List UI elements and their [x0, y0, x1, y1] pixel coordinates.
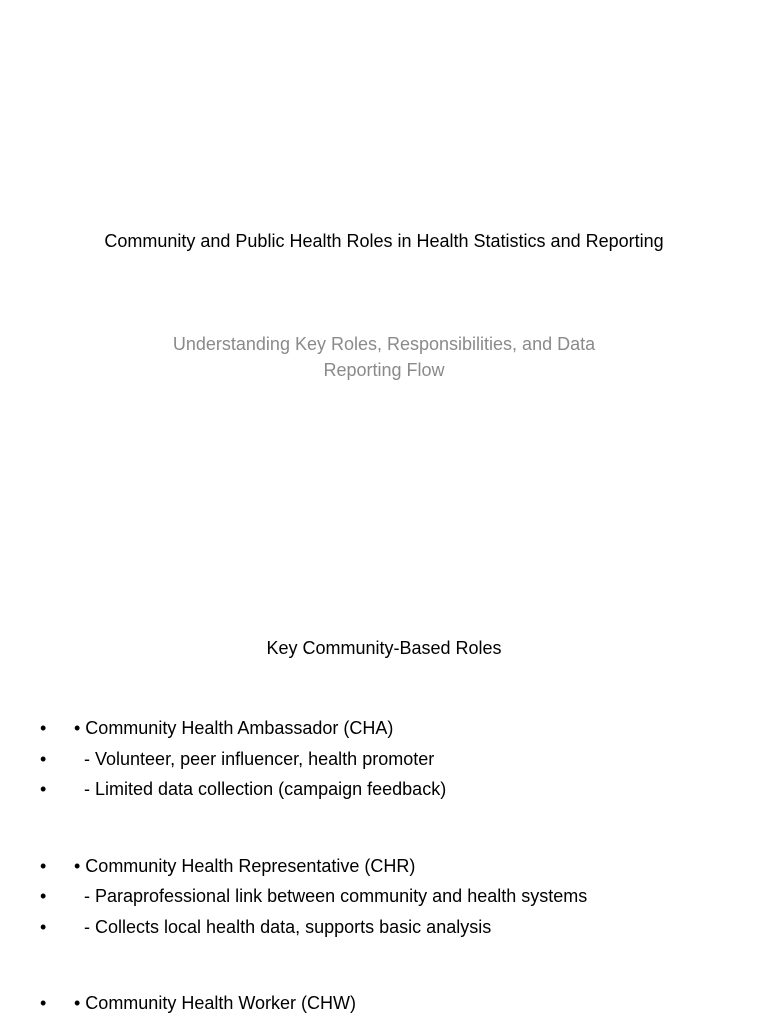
list-item-text: • Community Health Worker (CHW) — [74, 993, 357, 1013]
bullet-icon: • — [40, 748, 47, 769]
list-item-text: - Collects local health data, supports basic analysis — [74, 916, 492, 937]
list-item-text: - Limited data collection (campaign feedback) — [74, 779, 447, 799]
list-item — [40, 745, 760, 776]
list-item-text: - Paraprofessional link between community and health systems — [74, 886, 588, 906]
list-item — [40, 775, 760, 806]
list-item — [40, 913, 760, 944]
role-group-cha — [40, 714, 760, 806]
bullet-icon: • — [40, 718, 47, 738]
page-subtitle: Understanding Key Roles, Responsibilities, and Data Reporting Flow — [172, 334, 596, 380]
roles-bullet-list — [40, 714, 760, 1024]
list-item-text: • Community Health Ambassador (CHA) — [74, 718, 394, 738]
role-group-chr — [40, 852, 760, 944]
bullet-icon: • — [40, 886, 47, 906]
section-heading: Key Community-Based Roles — [266, 638, 502, 658]
bullet-icon: • — [40, 855, 47, 876]
role-group-chw — [40, 989, 760, 1020]
list-item — [40, 852, 760, 883]
page-title: Community and Public Health Roles in Health Statistics and Reporting — [104, 231, 664, 251]
bullet-icon: • — [40, 993, 47, 1013]
bullet-icon: • — [40, 779, 47, 799]
list-item — [40, 882, 760, 913]
list-item-text: • Community Health Representative (CHR) — [74, 855, 416, 876]
list-item — [40, 989, 760, 1020]
bullet-icon: • — [40, 916, 47, 937]
list-item — [40, 714, 760, 745]
list-item-text: - Volunteer, peer influencer, health promoter — [74, 748, 435, 769]
